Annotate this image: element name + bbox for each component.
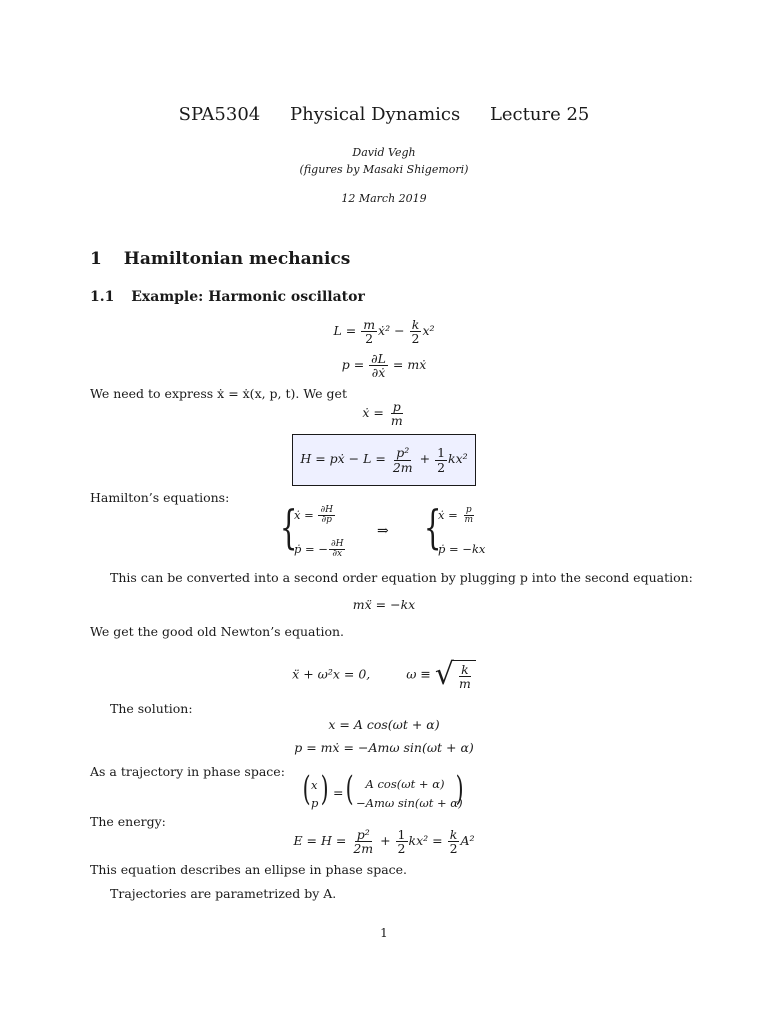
oscillator-equation: ẍ + ω²x = 0, bbox=[292, 666, 371, 682]
text-newton: We get the good old Newton’s equation. bbox=[90, 624, 345, 639]
subsection-number: 1.1 bbox=[90, 289, 115, 305]
equation-hamiltonian-box: H = pẋ − L = $\frac{\text{p²}}{2m}$ + $\frac{1}{2}$ kx² bbox=[292, 434, 476, 486]
section-title: Hamiltonian mechanics bbox=[123, 249, 351, 269]
section-number: 1 bbox=[90, 249, 102, 269]
equation-momentum: p = $\frac{\partial L}{\text{∂ẋ}}$ = mẋ bbox=[341, 351, 427, 381]
equation-xdot: ẋ = $\frac{p}{m}$ bbox=[362, 399, 403, 429]
section-heading bbox=[90, 249, 350, 269]
document-title bbox=[0, 104, 768, 125]
text-hamiltons-equations: Hamilton’s equations: bbox=[90, 490, 230, 505]
omega-definition: ω ≡ bbox=[406, 666, 431, 682]
subsection-title: Example: Harmonic oscillator bbox=[131, 289, 365, 305]
equation-solution-p: p = mẋ = −Amω sin(ωt + α) bbox=[294, 740, 474, 755]
course-code: SPA5304 bbox=[178, 104, 261, 125]
figures-credit: (figures by Masaki Shigemori) bbox=[299, 163, 469, 176]
text-energy: The energy: bbox=[90, 814, 166, 829]
text-ellipse: This equation describes an ellipse in phase space. bbox=[90, 862, 408, 877]
equation-lagrangian: L = $\frac{m}{2}$ ẋ² − $\frac{k}{2}$ x² bbox=[333, 317, 435, 347]
subsection-heading bbox=[90, 289, 365, 305]
text-parametrized: Trajectories are parametrized by A. bbox=[110, 886, 337, 901]
vector-top: A cos(ωt + α) bbox=[365, 777, 445, 791]
author: David Vegh bbox=[352, 146, 416, 159]
equation-newton-second-order: mẍ = −kx bbox=[352, 597, 416, 612]
lecture-number: Lecture 25 bbox=[489, 104, 590, 125]
implies-arrow: ⇒ bbox=[377, 523, 389, 539]
date: 12 March 2019 bbox=[341, 192, 427, 205]
equation-oscillator: ẍ + ω²x = 0, ω ≡ √ $\frac{k}{m}$ bbox=[0, 660, 768, 690]
course-title: Physical Dynamics bbox=[289, 104, 461, 125]
text-solution: The solution: bbox=[110, 701, 193, 716]
equation-solution-x: x = A cos(ωt + α) bbox=[328, 717, 440, 732]
equation-energy: E = H = $\frac{\text{p²}}{2m}$ + $\frac{1}{2}$ kx² = $\frac{k}{2}$ A² bbox=[293, 827, 475, 857]
text-express: We need to express ẋ = ẋ(x, p, t). We get bbox=[90, 386, 347, 401]
page-number: 1 bbox=[380, 926, 388, 940]
text-trajectory: As a trajectory in phase space: bbox=[90, 764, 285, 779]
text-converted: This can be converted into a second order equation by plugging p into the second equation: bbox=[110, 570, 693, 585]
equation-phase-space-vector: ( x p ) = ( A cos(ωt + α) −Amω sin(ωt + α) ) bbox=[302, 769, 464, 810]
vector-bottom: −Amω sin(ωt + α) bbox=[356, 796, 463, 810]
